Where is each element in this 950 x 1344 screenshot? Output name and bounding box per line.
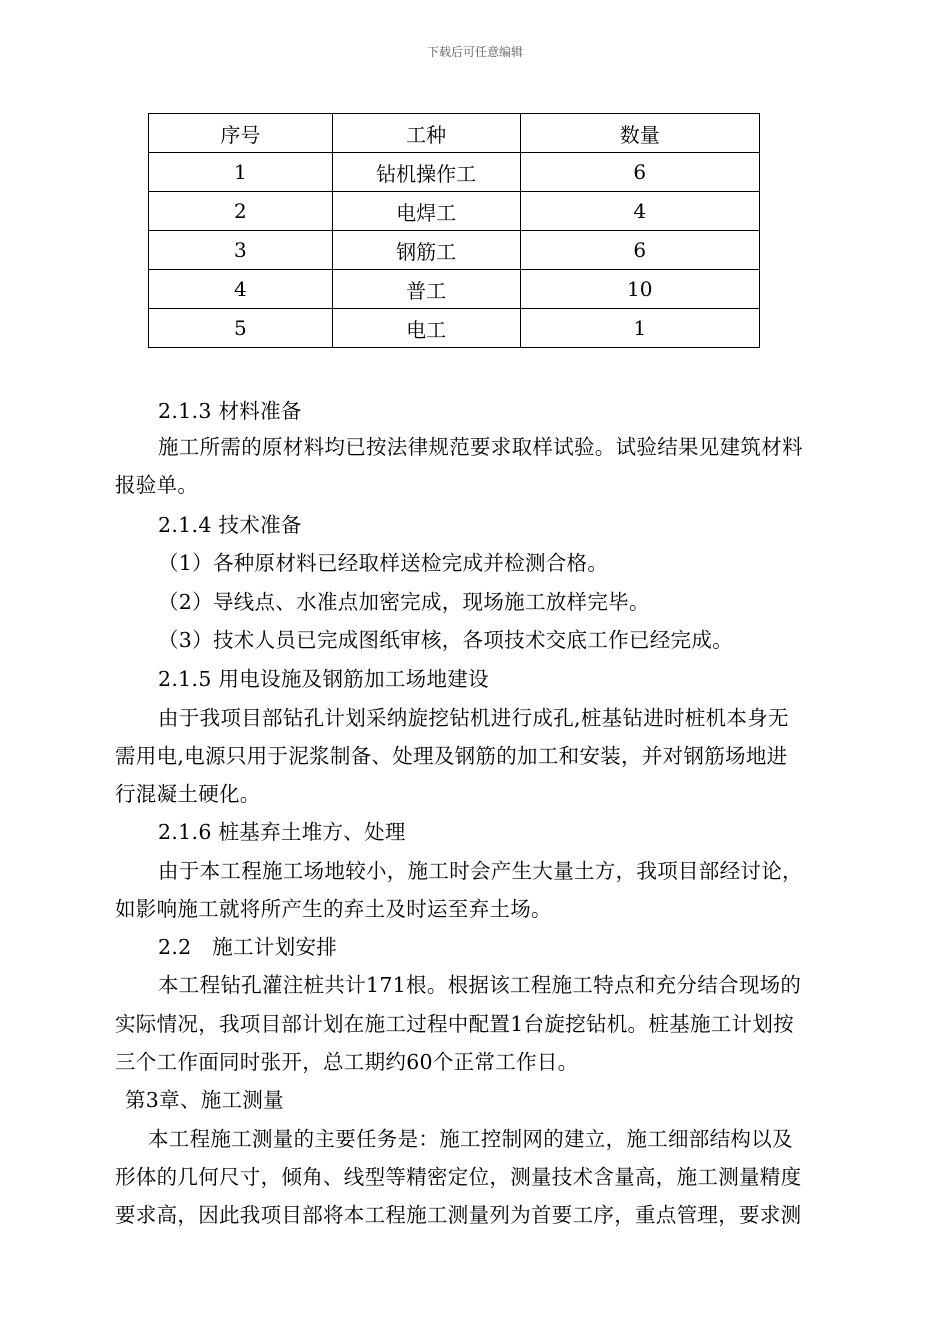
cell-quantity: 10: [520, 270, 759, 309]
header-trade: 工种: [332, 114, 520, 153]
cell-index: 5: [149, 309, 333, 348]
heading-2-1-3: 2.1.3 材料准备: [158, 399, 302, 423]
cell-index: 3: [149, 231, 333, 270]
header-index: 序号: [149, 114, 333, 153]
cell-index: 1: [149, 153, 333, 192]
heading-2-1-5: 2.1.5 用电设施及钢筋加工场地建设: [158, 667, 489, 691]
list-item: （2）导线点、水准点加密完成，现场施工放样完毕。: [158, 590, 650, 614]
table-row: [149, 309, 760, 348]
staff-table: [148, 113, 760, 348]
paragraph-line: 三个工作面同时张开，总工期约60个正常工作日。: [115, 1050, 579, 1074]
paragraph-line: 本工程钻孔灌注桩共计171根。根据该工程施工特点和充分结合现场的: [158, 973, 802, 997]
paragraph-line: 施工所需的原材料均已按法律规范要求取样试验。试验结果见建筑材料: [158, 435, 803, 459]
table-row: [149, 153, 760, 192]
cell-quantity: 1: [520, 309, 759, 348]
heading-2-1-6: 2.1.6 桩基弃土堆方、处理: [158, 820, 406, 844]
cell-trade: 钻机操作工: [332, 153, 520, 192]
paragraph-line: 实际情况，我项目部计划在施工过程中配置1台旋挖钻机。桩基施工计划按: [115, 1012, 794, 1036]
list-item: （3）技术人员已完成图纸审核，各项技术交底工作已经完成。: [158, 628, 733, 652]
cell-trade: 普工: [332, 270, 520, 309]
cell-quantity: 6: [520, 231, 759, 270]
paragraph-line: 由于本工程施工场地较小，施工时会产生大量土方，我项目部经讨论，: [158, 859, 803, 883]
watermark: 下载后可任意编辑: [426, 45, 523, 59]
table-row: [149, 192, 760, 231]
paragraph-line: 形体的几何尺寸，倾角、线型等精密定位，测量技术含量高，施工测量精度: [115, 1165, 802, 1189]
chapter-3-heading: 第3章、施工测量: [125, 1088, 284, 1112]
table-row: [149, 270, 760, 309]
list-item: （1）各种原材料已经取样送检完成并检测合格。: [158, 551, 609, 575]
paragraph-line: 行混凝土硬化。: [115, 782, 261, 806]
cell-trade: 电焊工: [332, 192, 520, 231]
paragraph-line: 需用电,电源只用于泥浆制备、处理及钢筋的加工和安装，并对钢筋场地进: [115, 744, 788, 768]
cell-trade: 钢筋工: [332, 231, 520, 270]
table-header-row: [149, 114, 760, 153]
cell-trade: 电工: [332, 309, 520, 348]
paragraph-line: 本工程施工测量的主要任务是：施工控制网的建立，施工细部结构以及: [148, 1127, 793, 1151]
cell-index: 4: [149, 270, 333, 309]
cell-quantity: 4: [520, 192, 759, 231]
table-row: [149, 231, 760, 270]
paragraph-line: 由于我项目部钻孔计划采纳旋挖钻机进行成孔,桩基钻进时桩机本身无: [158, 706, 789, 730]
cell-index: 2: [149, 192, 333, 231]
paragraph-line: 要求高，因此我项目部将本工程施工测量列为首要工序，重点管理，要求测: [115, 1203, 802, 1227]
paragraph-line: 如影响施工就将所产生的弃土及时运至弃土场。: [115, 897, 552, 921]
heading-2-1-4: 2.1.4 技术准备: [158, 513, 302, 537]
header-quantity: 数量: [520, 114, 759, 153]
cell-quantity: 6: [520, 153, 759, 192]
heading-2-2: 2.2 施工计划安排: [158, 935, 338, 959]
paragraph-line: 报验单。: [115, 473, 199, 497]
